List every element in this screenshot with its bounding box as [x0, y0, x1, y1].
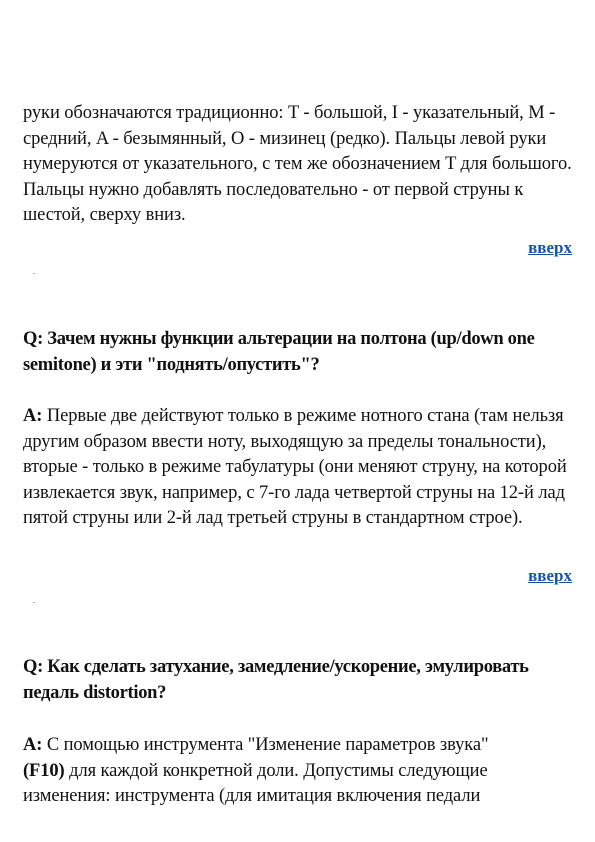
- separator-dot: .: [33, 267, 35, 276]
- faq-answer-1: [23, 404, 578, 532]
- answer-text-part1: С помощью инструмента "Изменение параметров звука": [46, 735, 489, 755]
- answer-marker: A:: [23, 406, 43, 426]
- answer-text: Первые две действуют только в режиме нотного стана (там нельзя другим образом ввести ноту, выходящую за пределы тональности), вторые - только в режиме табулатуры (они меняют струну, на которой извлекается звук, например, с 7-го лада четвертой струны на 12-й лад пятой струны или 2-й лад третьей струны в стандартном строе).: [23, 406, 567, 528]
- back-to-top-link[interactable]: вверх: [528, 566, 572, 585]
- back-to-top-link[interactable]: вверх: [528, 238, 572, 257]
- separator-dot: .: [33, 596, 35, 605]
- faq-question-1: Q: Зачем нужны функции альтерации на полтона (up/down one semitone) и эти "поднять/опустить"?: [23, 329, 535, 375]
- answer-marker: A:: [23, 735, 43, 755]
- hotkey-label: (F10): [23, 760, 65, 781]
- answer-text-part2: для каждой конкретной доли. Допустимы следующие изменения: инструмента (для имитация включения педали: [23, 760, 488, 806]
- faq-answer-2: [23, 733, 578, 810]
- faq-question-2: Q: Как сделать затухание, замедление/ускорение, эмулировать педаль distortion?: [23, 657, 529, 703]
- intro-paragraph: руки обозначаются традиционно: T - большой, I - указательный, M - средний, A - безымянный, O - мизинец (редко). Пальцы левой руки нумеруются от указательного, с тем же обозначением T для большого. Пальцы нужно добавлять последовательно - от первой струны к шестой, сверху вниз.: [23, 103, 572, 225]
